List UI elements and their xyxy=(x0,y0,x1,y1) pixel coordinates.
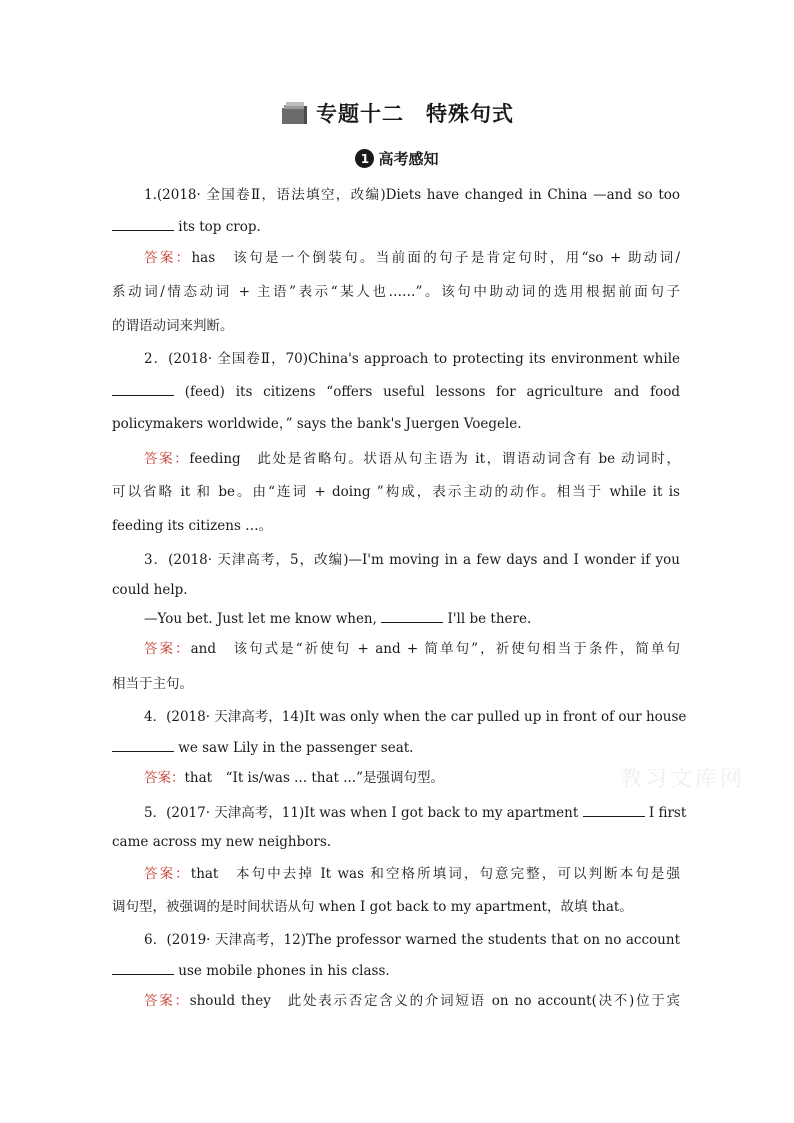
answer-2-line-3: feeding its citizens …。 xyxy=(112,518,273,534)
answer-label: 答案： xyxy=(144,993,190,1009)
answer-blank xyxy=(112,960,174,975)
answer-1-line-2: 系动词/情态动词 + 主语”表示“某人也……”。该句中助动词的选用根据前面句子 xyxy=(112,284,680,300)
question-4-line-1: 4．(2018· 天津高考，14)It was only when the car pulled up in front of our house xyxy=(144,709,687,725)
answer-blank xyxy=(583,802,645,817)
question-3-line-2: could help. xyxy=(112,582,188,598)
answer-5-line-2: 调句型，被强调的是时间状语从句 when I got back to my apartment，故填 that。 xyxy=(112,899,633,915)
answer-blank xyxy=(112,381,174,396)
answer-blank xyxy=(112,216,174,231)
answer-label: 答案： xyxy=(144,770,185,786)
question-4-line-2: we saw Lily in the passenger seat. xyxy=(112,737,680,757)
question-2-line-2: (feed) its citizens “offers useful lessons for agriculture and food xyxy=(112,381,680,401)
section-number-badge: 1 xyxy=(355,149,374,168)
answer-label: 答案： xyxy=(144,866,191,882)
answer-3-line-2: 相当于主句。 xyxy=(112,676,193,692)
question-6-line-1: 6．(2019· 天津高考，12)The professor warned the students that on no account xyxy=(144,932,680,948)
book-icon xyxy=(280,100,308,126)
question-1-line-1: 1.(2018· 全国卷Ⅱ，语法填空，改编)Diets have changed in China —and so too xyxy=(144,187,680,203)
answer-1-line-3: 的谓语动词来判断。 xyxy=(112,318,234,334)
question-3-line-1: 3．(2018· 天津高考，5，改编)—I'm moving in a few days and I wonder if you xyxy=(144,552,680,568)
answer-label: 答案： xyxy=(144,451,190,467)
answer-2-line-2: 可以省略 it 和 be。由“连词 + doing ”构成，表示主动的动作。相当于 while it is xyxy=(112,484,680,500)
answer-4-line-1: 答案：that “It is/was ... that ...”是强调句型。 xyxy=(144,770,444,786)
answer-2-line-1: 答案：feeding 此处是省略句。状语从句主语为 it，谓语动词含有 be 动词时， xyxy=(144,451,680,467)
title-row xyxy=(0,98,794,128)
question-2-line-3: policymakers worldwide，” says the bank's Juergen Voegele. xyxy=(112,416,522,432)
question-1-line-2: its top crop. xyxy=(112,216,680,236)
answer-5-line-1: 答案：that 本句中去掉 It was 和空格所填词，句意完整，可以判断本句是强 xyxy=(144,866,680,882)
answer-1-line-1: 答案：has 该句是一个倒装句。当前面的句子是肯定句时，用“so + 助动词/ xyxy=(144,250,680,266)
question-2-line-1: 2．(2018· 全国卷Ⅱ，70)China's approach to protecting its environment while xyxy=(144,351,680,367)
answer-blank xyxy=(381,608,443,623)
question-3-line-3: —You bet. Just let me know when, I'll be there. xyxy=(112,608,680,628)
answer-3-line-1: 答案：and 该句式是“祈使句 + and + 简单句”，祈使句相当于条件，简单句 xyxy=(144,641,680,657)
page-title: 专题十二 特殊句式 xyxy=(316,102,514,126)
answer-6-line-1: 答案：should they 此处表示否定含义的介词短语 on no account(决不)位于宾 xyxy=(144,993,680,1009)
answer-label: 答案： xyxy=(144,641,191,657)
answer-blank xyxy=(112,737,174,752)
question-5-line-2: came across my new neighbors. xyxy=(112,834,332,850)
section-heading xyxy=(0,148,794,169)
question-5-line-1: 5．(2017· 天津高考，11)It was when I got back to my apartment I first xyxy=(112,802,680,822)
watermark: 教习文库网 xyxy=(620,767,746,792)
section-title: 高考感知 xyxy=(378,150,439,168)
answer-label: 答案： xyxy=(144,250,192,266)
question-6-line-2: use mobile phones in his class. xyxy=(112,960,680,980)
